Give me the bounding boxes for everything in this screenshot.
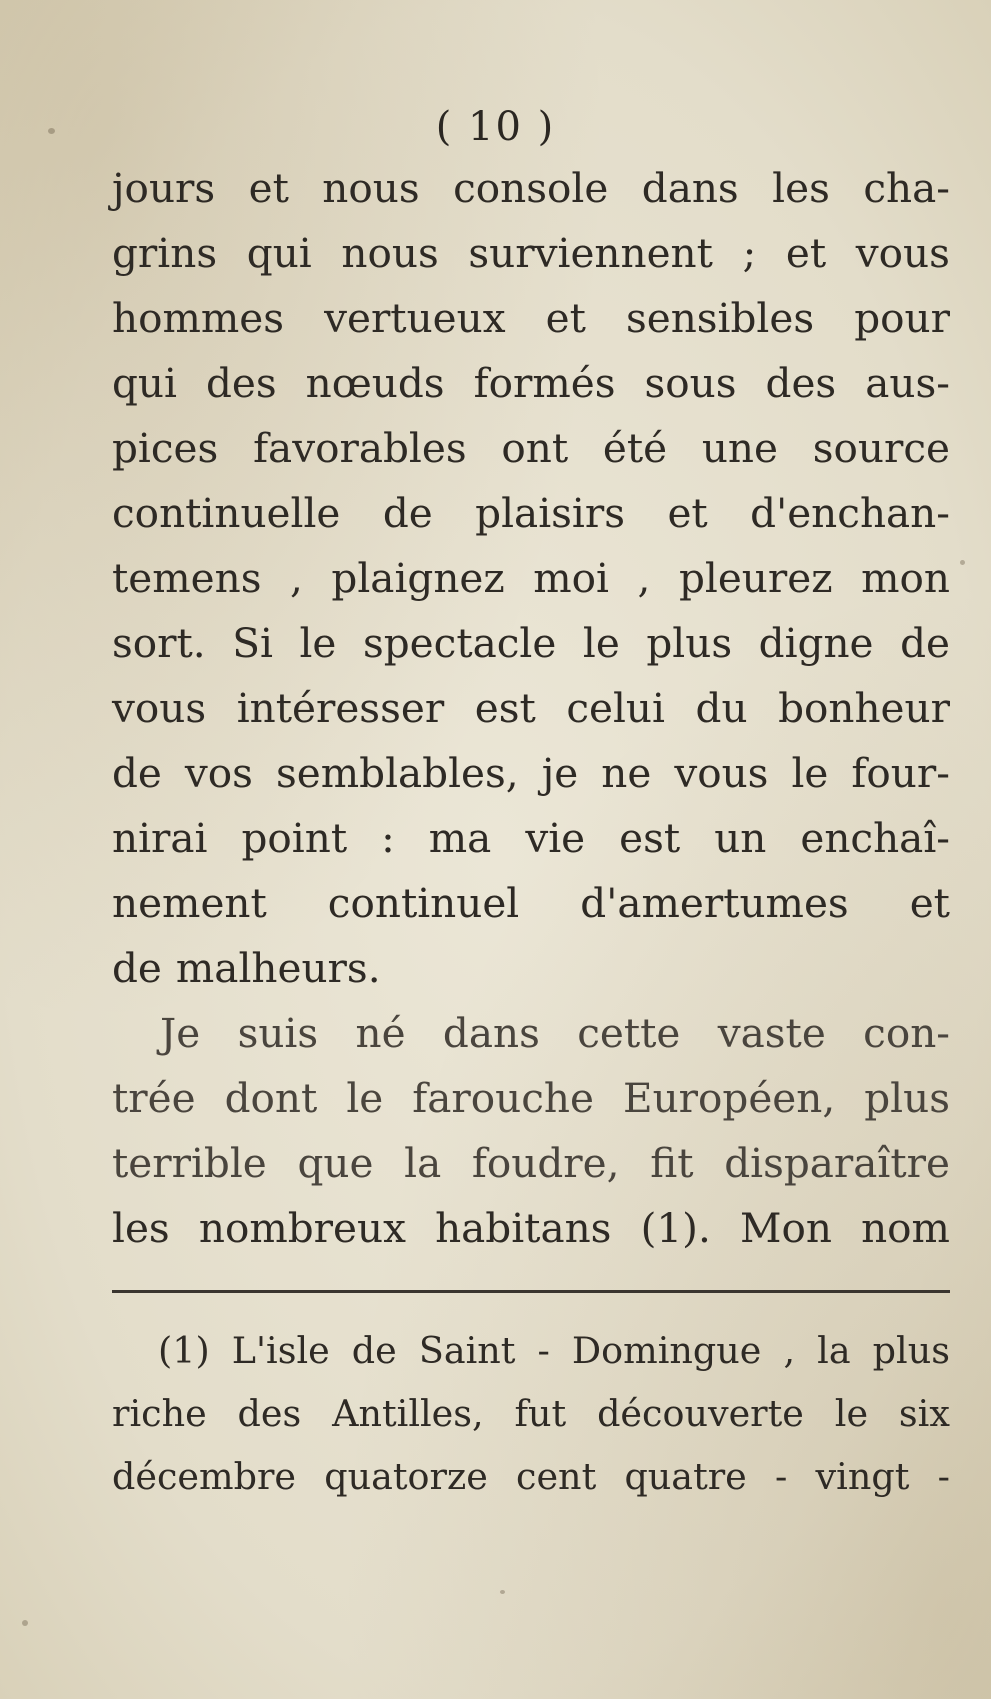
word: dans [442,1009,540,1057]
word: plus [872,1329,950,1372]
footnote-line [112,1445,950,1508]
word: des [765,359,837,407]
word: riche [112,1392,207,1435]
word: grins [112,229,218,277]
word: - [937,1455,950,1498]
word: ne [601,749,652,797]
word: le [299,619,337,667]
word: que [297,1139,374,1187]
word: hommes [112,294,285,342]
word: le [791,749,829,797]
word: (1) [158,1329,210,1372]
word: plaignez [331,554,505,602]
word: nement [112,879,267,927]
paper-speck [500,1590,505,1594]
word: et [785,229,827,277]
word: les [772,164,830,212]
word: quatre [624,1455,747,1498]
text-line [112,611,950,676]
text-line [112,286,950,351]
word: six [898,1392,950,1435]
text-line [112,221,950,286]
word: Je [160,1009,201,1057]
word: semblables, [276,749,519,797]
word: spectacle [362,619,557,667]
word: nombreux [198,1204,406,1252]
word: L'isle [231,1329,330,1372]
word: pour [854,294,950,342]
word: le [346,1074,384,1122]
word: digne [758,619,874,667]
word: , [637,554,651,602]
word: nirai [112,814,208,862]
word: source [812,424,950,472]
word: vous [112,684,207,732]
word: et [909,879,950,927]
text-line [112,156,950,221]
word: continuel [327,879,520,927]
body-text [112,156,950,1261]
footnote-line [112,1319,950,1382]
word: Saint [418,1329,516,1372]
word: plus [646,619,733,667]
word: temens [112,554,262,602]
word: de [900,619,950,667]
word: dont [224,1074,318,1122]
word: console [453,164,609,212]
word: con- [863,1009,950,1057]
word: nœuds [305,359,445,407]
word: pleurez [678,554,833,602]
word: du [695,684,748,732]
page-number: ( 10 ) [435,104,556,150]
word: habitans [435,1204,612,1252]
word: terrible [112,1139,267,1187]
word: (1). [640,1204,711,1252]
word: d'enchan- [750,489,950,537]
word: le [582,619,620,667]
word: est [474,684,536,732]
word: vous [855,229,950,277]
word: un [714,814,767,862]
word: plaisirs [475,489,626,537]
word: d'amertumes [580,879,849,927]
word: ma [428,814,492,862]
word: disparaître [724,1139,950,1187]
word: cent [516,1455,597,1498]
word: je [541,749,579,797]
word: fit [650,1139,694,1187]
word: - [537,1329,550,1372]
text-line [112,741,950,806]
word: : [381,814,395,862]
word: fut [514,1392,567,1435]
word: nous [341,229,439,277]
word: est [619,814,681,862]
word: Antilles, [332,1392,484,1435]
word: trée [112,1074,196,1122]
word: continuelle [112,489,341,537]
word: les [112,1204,170,1252]
word: été [602,424,668,472]
word: foudre, [471,1139,620,1187]
word: four- [851,749,950,797]
word: la [817,1329,851,1372]
text-line [112,1196,950,1261]
word: dans [641,164,739,212]
word: cette [577,1009,681,1057]
word: malheurs. [175,944,381,992]
word: pices [112,424,219,472]
word: de [382,489,433,537]
word: cha- [863,164,950,212]
text-line [112,676,950,741]
word: de [112,749,162,797]
text-line [112,351,950,416]
word: favorables [253,424,467,472]
word: la [404,1139,442,1187]
word: aus- [865,359,950,407]
word: de [112,944,162,992]
word: Si [232,619,273,667]
word: enchaî- [800,814,950,862]
word: une [701,424,778,472]
word: quatorze [324,1455,488,1498]
word: vertueux [324,294,506,342]
word: des [237,1392,302,1435]
paper-speck [22,1620,28,1626]
word: point [241,814,348,862]
word: moi [533,554,609,602]
word: vaste [717,1009,826,1057]
word: de [351,1329,397,1372]
text-line [112,806,950,871]
word: sensibles [625,294,815,342]
word: né [355,1009,406,1057]
word: nom [861,1204,950,1252]
footnote-divider [112,1290,950,1293]
word: vie [525,814,586,862]
word: Européen, [623,1074,836,1122]
word: ont [501,424,569,472]
text-line [112,416,950,481]
paragraph-first-line [112,1001,950,1066]
word: Domingue [571,1329,762,1372]
word: et [248,164,289,212]
word: ; [742,229,757,277]
word: Mon [740,1204,832,1252]
word: des [205,359,277,407]
paper-speck [48,128,55,134]
word: nous [322,164,420,212]
word: qui [112,359,177,407]
word: intéresser [236,684,445,732]
text-line [112,1131,950,1196]
word: décembre [112,1455,297,1498]
word: découverte [597,1392,804,1435]
word: mon [861,554,950,602]
text-line [112,1066,950,1131]
word: qui [246,229,312,277]
word: formés [473,359,616,407]
word: plus [864,1074,950,1122]
word: suis [237,1009,319,1057]
word: bonheur [778,684,950,732]
word: - [775,1455,788,1498]
text-line [112,871,950,936]
word: le [834,1392,869,1435]
paragraph-last-line [112,936,950,1001]
paper-speck [960,560,965,565]
footnote [112,1319,950,1508]
text-line [112,546,950,611]
text-line [112,481,950,546]
footnote-line [112,1382,950,1445]
word: farouche [412,1074,594,1122]
word: celui [566,684,665,732]
word: jours [112,164,216,212]
word: sort. [112,619,206,667]
word: vous [674,749,769,797]
word: , [783,1329,796,1372]
word: sous [644,359,737,407]
word: surviennent [468,229,713,277]
word: vos [184,749,253,797]
word: et [667,489,708,537]
word: et [545,294,586,342]
word: , [290,554,303,602]
word: vingt [815,1455,910,1498]
